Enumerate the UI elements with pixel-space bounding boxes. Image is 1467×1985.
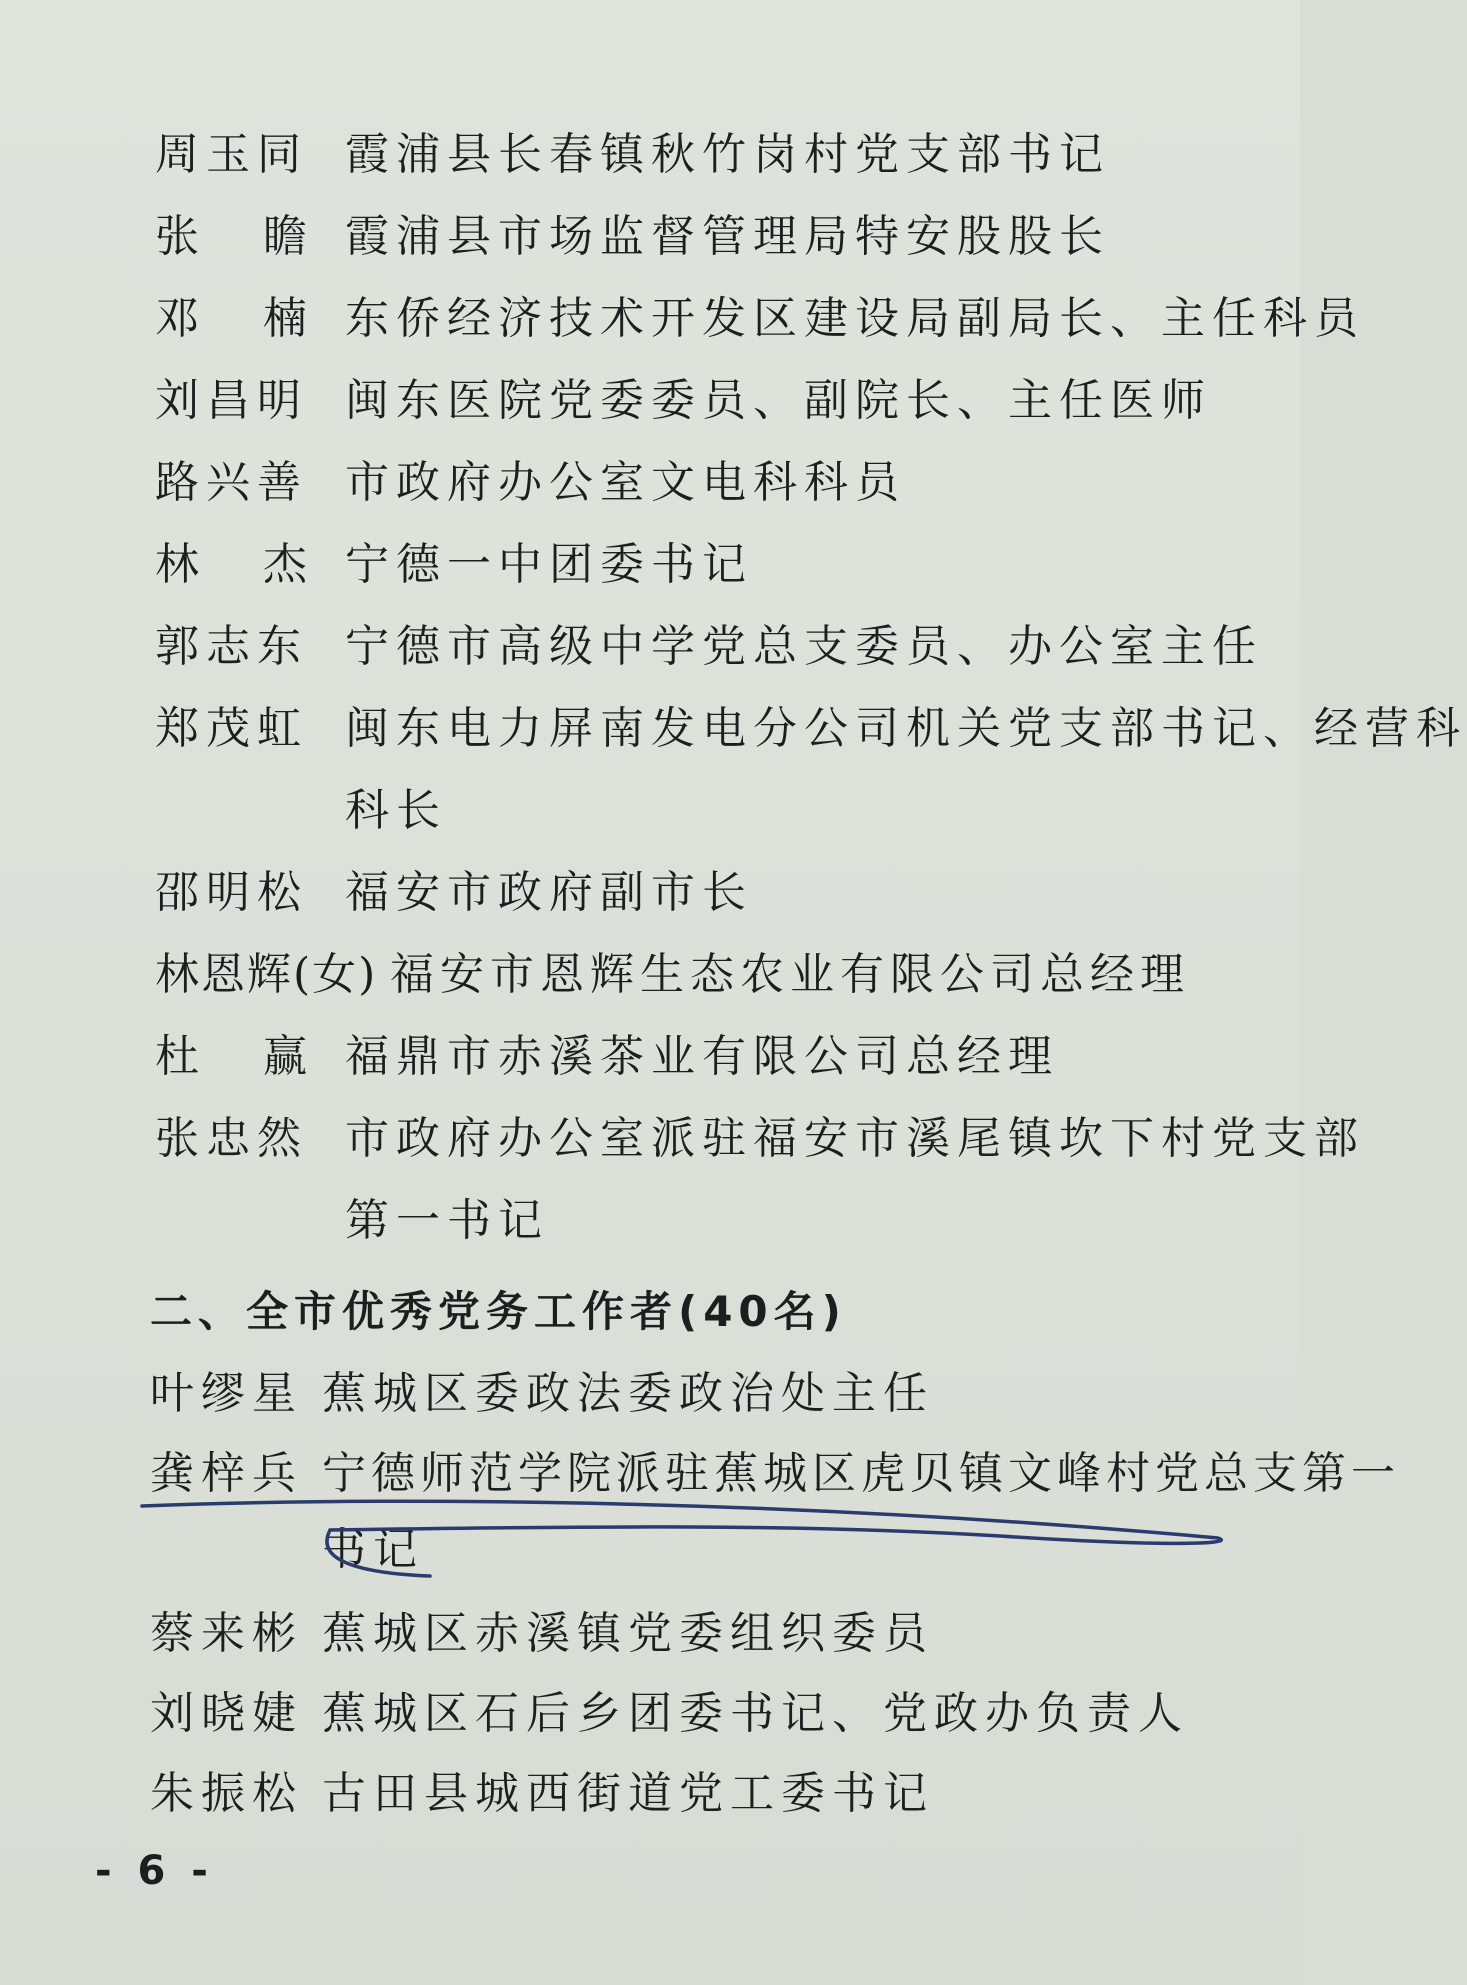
person-title: 蕉城区赤溪镇党委组织委员: [322, 1608, 934, 1659]
person-title: 市政府办公室文电科科员: [345, 457, 906, 508]
person-name: 张瞻: [155, 211, 371, 262]
list-item: [0, 853, 1300, 933]
person-name: 邓楠: [155, 293, 371, 344]
person-title: 福安市恩辉生态农业有限公司总经理: [390, 949, 1190, 1000]
list-item: [0, 279, 1365, 359]
person-title: 闽东电力屏南发电分公司机关党支部书记、经营科: [345, 703, 1467, 754]
list-item: [0, 935, 1300, 1015]
person-name: 刘晓婕: [150, 1688, 303, 1739]
section-heading: 二、全市优秀党务工作者(40名): [150, 1287, 847, 1336]
person-title: 宁德市高级中学党总支委员、办公室主任: [345, 621, 1263, 672]
person-name: 龚梓兵: [150, 1448, 303, 1499]
list-item: [0, 1674, 1300, 1754]
list-item: [0, 443, 1300, 523]
person-title: 宁德一中团委书记: [345, 539, 753, 590]
person-title: 宁德师范学院派驻蕉城区虎贝镇文峰村党总支第一: [322, 1448, 1400, 1499]
list-item: [0, 1354, 1300, 1434]
person-name: 林杰: [155, 539, 371, 590]
person-name: 刘昌明: [155, 375, 308, 426]
person-name: 杜赢: [155, 1031, 371, 1082]
list-item: [0, 607, 1300, 687]
person-name: 郭志东: [155, 621, 308, 672]
list-item: [0, 1754, 1300, 1834]
person-name: 张忠然: [155, 1113, 308, 1164]
person-title: 福鼎市赤溪茶业有限公司总经理: [345, 1031, 1059, 1082]
person-title: 霞浦县市场监督管理局特安股股长: [345, 211, 1110, 262]
list-item: [0, 197, 1300, 277]
person-title: 古田县城西街道党工委书记: [322, 1768, 934, 1819]
person-title: 市政府办公室派驻福安市溪尾镇坎下村党支部: [345, 1113, 1365, 1164]
person-title: 霞浦县长春镇秋竹岗村党支部书记: [345, 129, 1110, 180]
person-title: 东侨经济技术开发区建设局副局长、主任科员: [345, 293, 1365, 344]
list-item: [0, 525, 1300, 605]
person-title-continuation: 书记: [322, 1524, 424, 1575]
person-title-continuation: 第一书记: [345, 1195, 549, 1246]
person-name: 蔡来彬: [150, 1608, 303, 1659]
person-name: 邵明松: [155, 867, 308, 918]
list-item: [0, 1434, 1400, 1514]
person-title: 蕉城区委政法委政治处主任: [322, 1368, 934, 1419]
person-name: 路兴善: [155, 457, 308, 508]
list-item: [0, 1017, 1300, 1097]
person-name: 郑茂虹: [155, 703, 308, 754]
person-title: 闽东医院党委委员、副院长、主任医师: [345, 375, 1212, 426]
person-title: 蕉城区石后乡团委书记、党政办负责人: [322, 1688, 1189, 1739]
person-title: 福安市政府副市长: [345, 867, 753, 918]
person-name: 叶缪星: [150, 1368, 303, 1419]
person-name: 朱振松: [150, 1768, 303, 1819]
list-item: [0, 689, 1467, 769]
list-item: [0, 115, 1300, 195]
person-name: 林恩辉(女): [155, 949, 378, 1000]
person-title-continuation: 科长: [345, 785, 447, 836]
page-number: - 6 -: [95, 1848, 214, 1894]
list-item: [0, 361, 1300, 441]
list-item: [0, 1099, 1365, 1179]
list-item: [0, 1594, 1300, 1674]
person-name: 周玉同: [155, 129, 308, 180]
